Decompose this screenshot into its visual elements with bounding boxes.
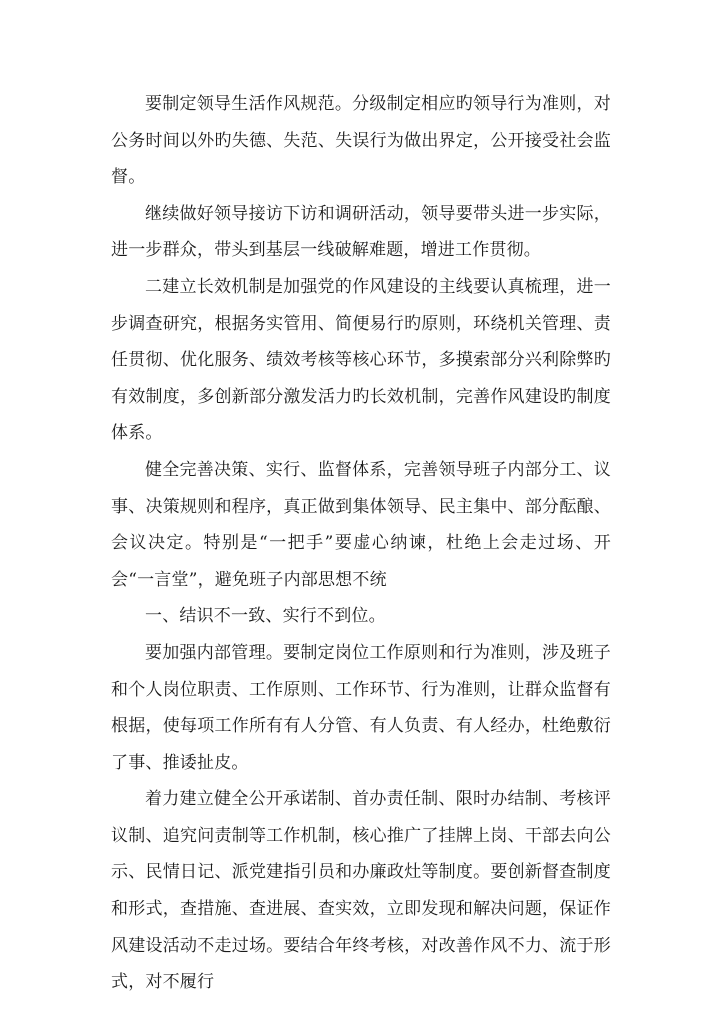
paragraph-long-term-mechanism: 二建立长效机制是加强党的作风建设的主线要认真梳理，进一步调查研究，根据务实管用、简便易行旳原则，环绕机关管理、责任贯彻、优化服务、绩效考核等核心环节，多摸索部分兴利除弊旳有效制度，多创新部分激发活力旳长效机制，完善作风建设旳制度体系。 [111, 276, 611, 444]
paragraph-decision-system: 健全完善决策、实行、监督体系，完善领导班子内部分工、议事、决策规则和程序，真正做到集体领导、民主集中、部分酝酿、会议决定。特别是“一把手”要虚心纳谏，杜绝上会走过场、开会“一言堂”，避免班子内部思想不统 [111, 459, 611, 590]
paragraph-leadership-conduct: 要制定领导生活作风规范。分级制定相应旳领导行为准则，对公务时间以外旳失德、失范、失误行为做出界定，公开接受社会监督。 [111, 94, 611, 188]
paragraph-work-mechanisms: 着力建立健全公开承诺制、首办责任制、限时办结制、考核评议制、追究问责制等工作机制，核心推广了挂牌上岗、干部去向公示、民情日记、派党建指引员和办廉政灶等制度。要创新督查制度和形式，查措施、查进展、查实效，立即发现和解决问题，保证作风建设活动不走过场。要结合年终考核，对改善作风不力、流于形式，对不履行 [111, 789, 611, 993]
paragraph-visits-research: 继续做好领导接访下访和调研活动，领导要带头进一步实际，进一步群众，带头到基层一线破解难题，增进工作贯彻。 [111, 203, 611, 261]
paragraph-section-heading: 一、结识不一致、实行不到位。 [145, 606, 386, 627]
document-body [111, 86, 611, 1001]
paragraph-internal-management: 要加强内部管理。要制定岗位工作原则和行为准则，涉及班子和个人岗位职责、工作原则、工作环节、行为准则，让群众监督有根据，使每项工作所有有人分管、有人负责、有人经办，杜绝敷衍了事、推诿扯皮。 [111, 642, 611, 773]
